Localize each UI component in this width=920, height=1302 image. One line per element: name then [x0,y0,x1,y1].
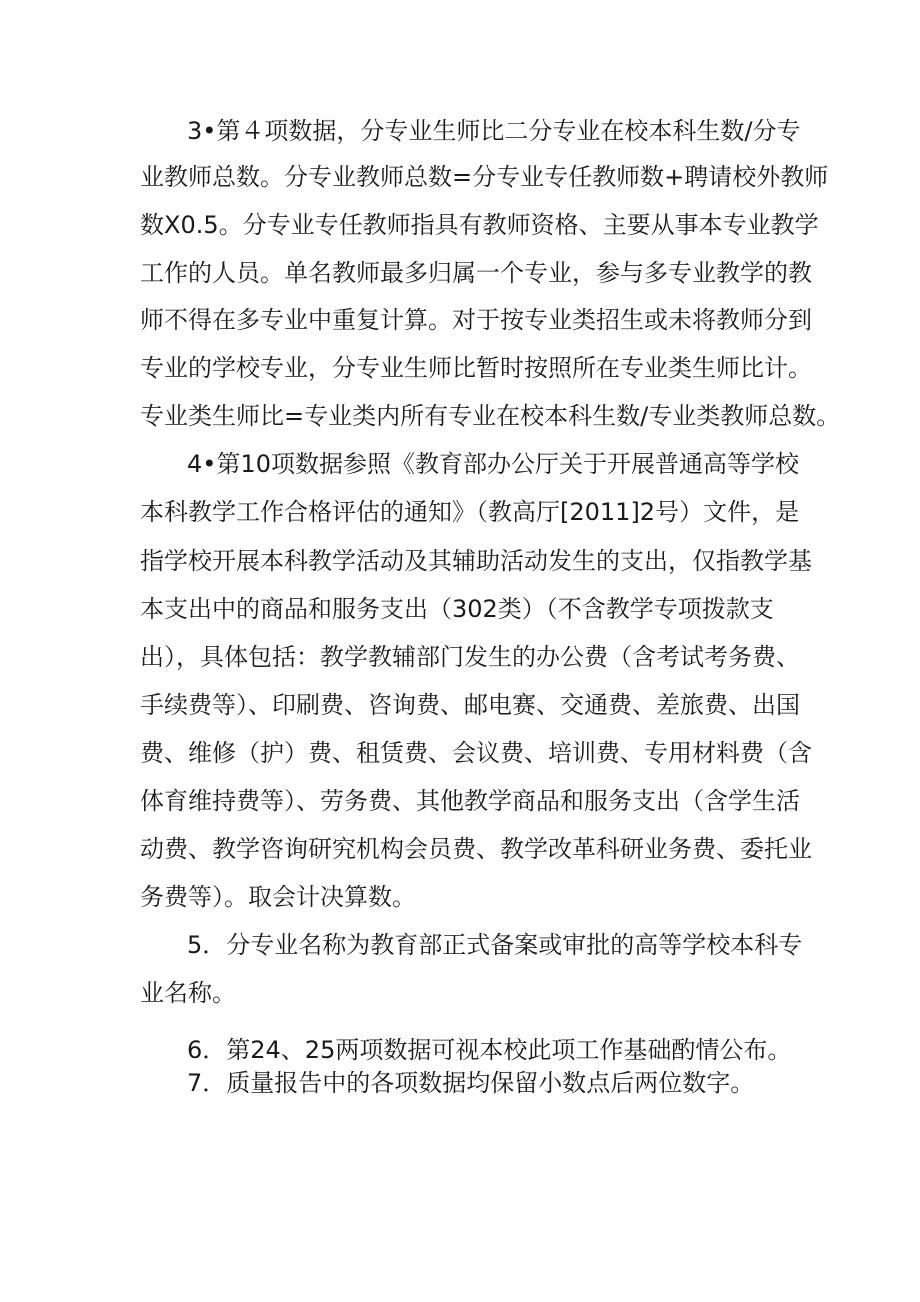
text-line: 3•第４项数据，分专业生师比二分专业在校本科生数/分专 [187,117,801,145]
text-line: 手续费等）、印刷费、咨询费、邮电赛、交通费、差旅费、出国 [140,691,800,719]
text-line: 本科教学工作合格评估的通知》（教高厅[2011]2号）文件，是 [140,498,800,526]
text-line: 5．分专业名称为教育部正式备案或审批的高等学校本科专 [187,931,803,959]
text-line: 本支出中的商品和服务支出（302类）（不含教学专项拨款支 [140,595,774,623]
text-line: 4•第10项数据参照《教育部办公厅关于开展普通高等学校 [187,450,799,478]
text-line: 指学校开展本科教学活动及其辅助活动发生的支出，仅指教学基 [140,547,812,575]
text-line: 数X0.5。分专业专任教师指具有教师资格、主要从事本专业教学 [140,211,819,239]
text-line: 业名称。 [140,979,236,1007]
text-line: 动费、教学咨询研究机构会员费、教学改革科研业务费、委托业 [140,835,812,863]
text-line: 师不得在多专业中重复计算。对于按专业类招生或未将教师分到 [140,306,812,334]
text-line: 体育维持费等）、劳务费、其他教学商品和服务支出（含学生活 [140,787,800,815]
text-line: 费、维修（护）费、租赁费、会议费、培训费、专用材料费（含 [140,739,812,767]
text-line: 务费等）。取会计决算数。 [140,883,416,911]
text-line: 业教师总数。分专业教师总数=分专业专任教师数+聘请校外教师 [140,163,829,191]
text-line: 7．质量报告中的各项数据均保留小数点后两位数字。 [187,1069,755,1097]
text-line: 出），具体包括：教学教辅部门发生的办公费（含考试考务费、 [140,643,800,671]
text-line: 6．第24、25两项数据可视本校此项工作基础酌情公布。 [187,1036,792,1064]
text-line: 专业类生师比=专业类内所有专业在校本科生数/专业类教师总数。 [140,402,841,430]
text-line: 专业的学校专业，分专业生师比暂时按照所在专业类生师比计。 [140,354,812,382]
text-line: 工作的人员。单名教师最多归属一个专业，参与多专业教学的教 [140,259,812,287]
